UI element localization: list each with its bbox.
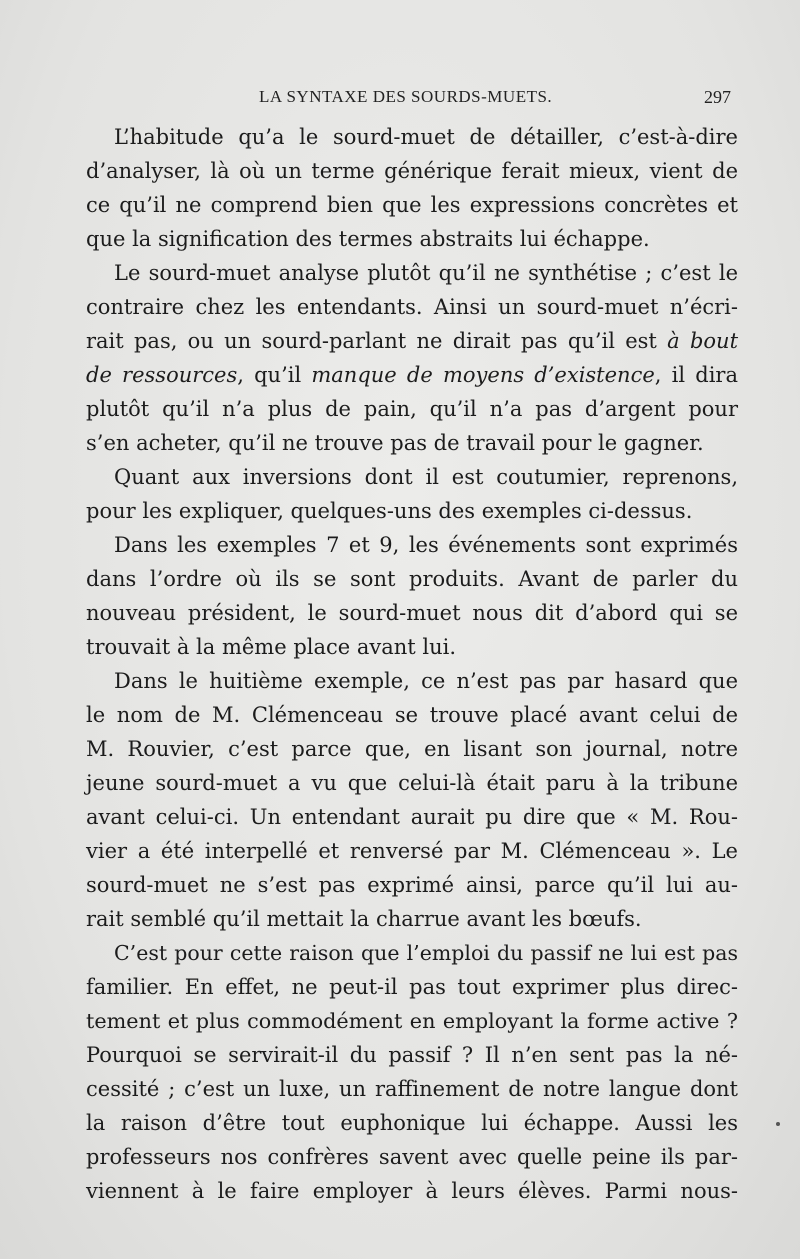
italic-text: de ressources xyxy=(86,363,238,387)
text-line xyxy=(86,970,738,1004)
text-segment: que la signification des termes abstraits lui échappe. xyxy=(86,227,650,251)
italic-text: à bout xyxy=(667,329,739,353)
text-segment: rait pas, ou un sourd-parlant ne dirait pas qu’il est xyxy=(86,329,668,353)
running-head xyxy=(0,87,800,111)
text-segment: s’en acheter, qu’il ne trouve pas de travail pour le gagner. xyxy=(86,431,704,455)
text-segment: Pourquoi se servirait-il du passif ? Il n’en sent pas la né- xyxy=(86,1043,738,1067)
text-line xyxy=(86,392,738,426)
text-line xyxy=(86,596,738,630)
text-segment: C’est pour cette raison que l’emploi du passif ne lui est pas xyxy=(114,941,738,965)
margin-mark xyxy=(776,1122,780,1126)
text-line xyxy=(86,256,738,290)
text-line xyxy=(86,358,738,392)
text-segment: contraire chez les entendants. Ainsi un sourd-muet n’écri- xyxy=(86,295,738,319)
text-line xyxy=(86,562,738,596)
text-segment: le nom de M. Clémenceau se trouve placé avant celui de xyxy=(86,703,738,727)
text-line xyxy=(86,188,738,222)
text-line xyxy=(86,1106,738,1140)
text-line xyxy=(86,800,738,834)
text-segment: L’habitude qu’a le sourd-muet de détailler, c’est-à-dire xyxy=(114,125,738,149)
text-line xyxy=(86,732,738,766)
text-line xyxy=(86,630,738,664)
text-segment: familier. En effet, ne peut-il pas tout exprimer plus direc- xyxy=(86,975,738,999)
italic-text: manque de moyens d’existence xyxy=(311,363,655,387)
text-line xyxy=(86,460,738,494)
text-line xyxy=(86,324,738,358)
text-line xyxy=(86,154,738,188)
text-segment: viennent à le faire employer à leurs élèves. Parmi nous- xyxy=(86,1179,738,1203)
text-segment: trouvait à la même place avant lui. xyxy=(86,635,457,659)
text-line xyxy=(86,528,738,562)
text-segment: , qu’il xyxy=(237,363,312,387)
text-segment: , il dira xyxy=(654,363,738,387)
text-line xyxy=(86,1174,738,1208)
body-text xyxy=(86,120,738,1208)
text-line xyxy=(86,936,738,970)
text-segment: Le sourd-muet analyse plutôt qu’il ne synthétise ; c’est le xyxy=(114,261,738,285)
text-segment: M. Rouvier, c’est parce que, en lisant son journal, notre xyxy=(86,737,738,761)
text-segment: jeune sourd-muet a vu que celui-là était paru à la tribune xyxy=(86,771,738,795)
text-line xyxy=(86,1072,738,1106)
text-segment: vier a été interpellé et renversé par M. Clémenceau ». Le xyxy=(86,839,738,863)
text-segment: sourd-muet ne s’est pas exprimé ainsi, parce qu’il lui au- xyxy=(86,873,738,897)
text-line xyxy=(86,1038,738,1072)
text-line xyxy=(86,766,738,800)
text-segment: Quant aux inversions dont il est coutumier, reprenons, xyxy=(114,465,738,489)
text-line xyxy=(86,1004,738,1038)
text-segment: d’analyser, là où un terme générique ferait mieux, vient de xyxy=(86,159,738,183)
text-segment: dans l’ordre où ils se sont produits. Avant de parler du xyxy=(86,567,738,591)
text-segment: professeurs nos confrères savent avec quelle peine ils par- xyxy=(86,1145,738,1169)
text-segment: pour les expliquer, quelques-uns des exemples ci-dessus. xyxy=(86,499,693,523)
text-line xyxy=(86,494,738,528)
text-segment: nouveau président, le sourd-muet nous dit d’abord qui se xyxy=(86,601,738,625)
text-line xyxy=(86,664,738,698)
text-segment: tement et plus commodément en employant la forme active ? xyxy=(86,1009,738,1033)
text-segment: ce qu’il ne comprend bien que les expressions concrètes et xyxy=(86,193,738,217)
page-number: 297 xyxy=(704,87,731,107)
text-segment: Dans les exemples 7 et 9, les événements sont exprimés xyxy=(114,533,738,557)
text-line xyxy=(86,1140,738,1174)
text-line xyxy=(86,868,738,902)
text-line xyxy=(86,902,738,936)
text-segment: rait semblé qu’il mettait la charrue avant les bœufs. xyxy=(86,907,642,931)
text-line xyxy=(86,426,738,460)
text-segment: la raison d’être tout euphonique lui échappe. Aussi les xyxy=(86,1111,738,1135)
text-segment: cessité ; c’est un luxe, un raffinement de notre langue dont xyxy=(86,1077,738,1101)
text-segment: plutôt qu’il n’a plus de pain, qu’il n’a pas d’argent pour xyxy=(86,397,738,421)
text-line xyxy=(86,834,738,868)
text-line xyxy=(86,698,738,732)
text-segment: Dans le huitième exemple, ce n’est pas par hasard que xyxy=(114,669,738,693)
text-line xyxy=(86,290,738,324)
running-title: LA SYNTAXE DES SOURDS-MUETS. xyxy=(259,87,553,106)
text-line xyxy=(86,120,738,154)
text-segment: avant celui-ci. Un entendant aurait pu dire que « M. Rou- xyxy=(86,805,738,829)
text-line xyxy=(86,222,738,256)
